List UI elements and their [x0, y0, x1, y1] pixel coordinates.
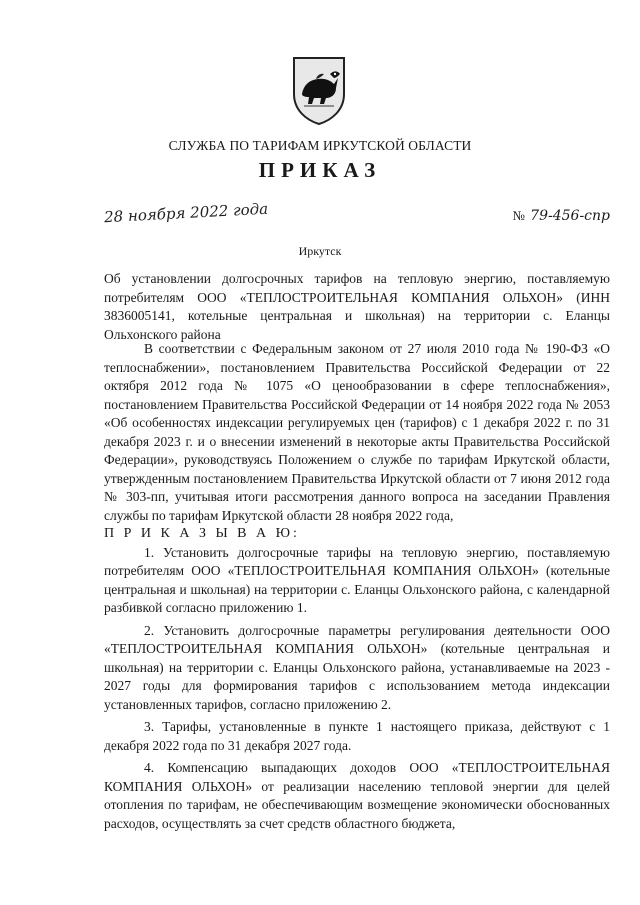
- document-title: ПРИКАЗ: [258, 158, 382, 182]
- order-item-2: 2. Установить долгосрочные параметры регулирования деятельности ООО «ТЕПЛОСТРОИТЕЛЬНАЯ КОМПАНИЯ ОЛЬХОН» (котельные центральная и школьная) на территории с. Еланцы Ольхонского района, устанавливаемые на 2023 - 2027 годы для формирования тарифов с использованием метода индексации установленных тарифов, согласно приложению 2.: [104, 622, 610, 712]
- preamble-paragraph: В соответствии с Федеральным законом от 27 июля 2010 года № 190-ФЗ «О теплоснабжении», постановлением Правительства Российской Федерации от 22 октября 2012 года № 1075 «О ценообразовании в сфере теплоснабжения», постановлением Правительства Российской Федерации от 14 ноября 2022 года № 2053 «Об особенностях индексации регулируемых цен (тарифов) с 1 декабря 2022 г. по 31 декабря 2023 г. и о внесении изменений в некоторые акты Правительства Российской Федерации», руководствуясь Положением о службе по тарифам Иркутской области, утвержденным постановлением Правительства Иркутской области от 7 июня 2012 года № 303-пп, учитывая итоги рассмотрения данного вопроса на заседании Правления службы по тарифам Иркутской области 28 ноября 2022 года,: [104, 341, 610, 523]
- coat-of-arms-icon: [290, 54, 348, 126]
- order-item-1: 1. Установить долгосрочные тарифы на тепловую энергию, поставляемую потребителям ООО «ТЕПЛОСТРОИТЕЛЬНАЯ КОМПАНИЯ ОЛЬХОН» (котельные центральная и школьная) на территории с. Еланцы Ольхонского района, с календарной разбивкой согласно приложению 1.: [104, 544, 610, 615]
- order-subject: Об установлении долгосрочных тарифов на тепловую энергию, поставляемую потребителям ООО «ТЕПЛОСТРОИТЕЛЬНАЯ КОМПАНИЯ ОЛЬХОН» (ИНН 3836005141, котельные центральная и школьная) на территории с. Еланцы Ольхонского района: [104, 271, 610, 342]
- agency-name: СЛУЖБА ПО ТАРИФАМ ИРКУТСКОЙ ОБЛАСТИ: [168, 138, 472, 153]
- city-name: Иркутск: [298, 244, 342, 258]
- handwritten-date: 28 ноября 2022 года: [103, 199, 269, 227]
- handwritten-number: 79-456-спр: [530, 208, 610, 224]
- order-item-4: 4. Компенсацию выпадающих доходов ООО «ТЕПЛОСТРОИТЕЛЬНАЯ КОМПАНИЯ ОЛЬХОН» от реализации населению тепловой энергии для целей отопления по тарифам, не обеспечивающим возмещение экономически обоснованных расходов, осуществлять за счет средств областного бюджета,: [104, 760, 610, 831]
- number-sign: №: [512, 208, 525, 223]
- order-body: [104, 340, 610, 833]
- order-item-3: 3. Тарифы, установленные в пункте 1 настоящего приказа, действуют с 1 декабря 2022 года по 31 декабря 2027 года.: [104, 719, 610, 753]
- document-number: [513, 208, 610, 224]
- decree-word: П Р И К А З Ы В А Ю:: [104, 526, 300, 541]
